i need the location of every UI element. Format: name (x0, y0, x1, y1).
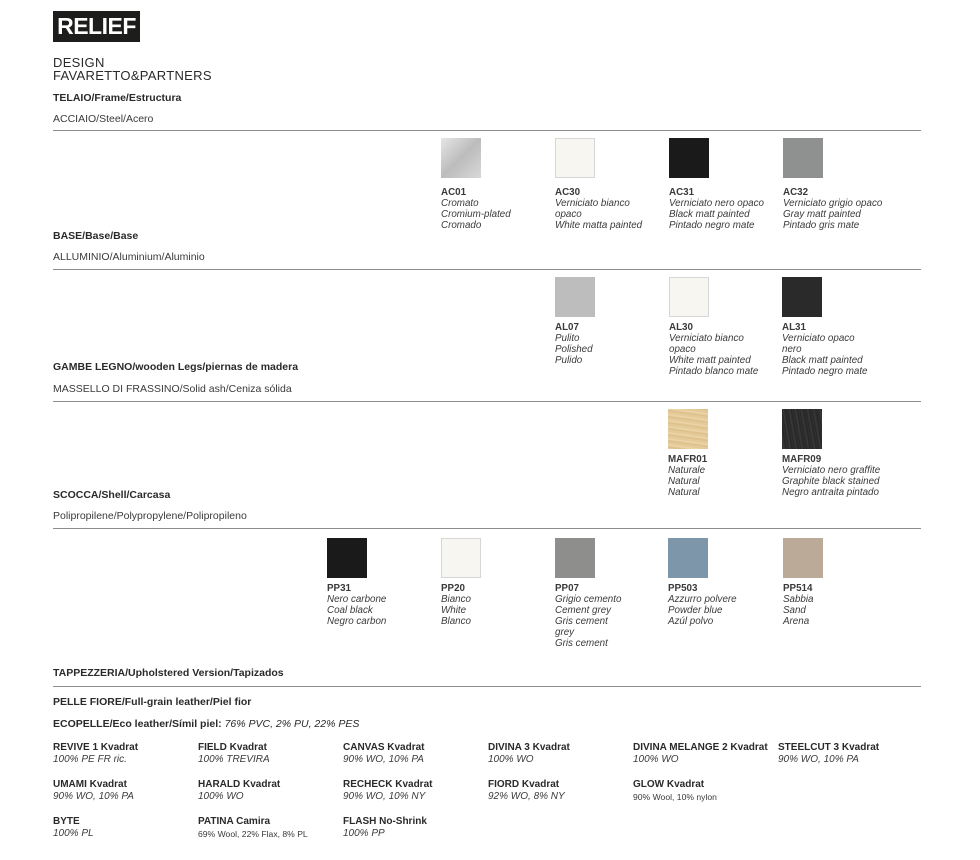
swatch-description: Coal black (327, 605, 373, 616)
swatch-description: Blanco (441, 616, 471, 627)
fabric-item (633, 779, 717, 803)
swatch-label-pp20 (441, 583, 471, 627)
swatch-description: Verniciato opaco (782, 333, 855, 344)
swatch-label-ac32 (783, 187, 882, 231)
fabric-composition: 100% WO (488, 754, 534, 765)
fabric-composition: 100% PP (343, 828, 385, 839)
swatch-description: Natural (668, 487, 700, 498)
swatch-description: grey (555, 627, 575, 638)
fabric-composition: 69% Wool, 22% Flax, 8% PL (198, 829, 308, 839)
swatch-mafr09 (782, 409, 822, 449)
swatch-description: Negro antraita pintado (782, 487, 879, 498)
fabric-item (488, 779, 565, 803)
telaio-subtitle: ACCIAIO/Steel/Acero (53, 113, 154, 125)
swatch-description: Pintado negro mate (669, 220, 755, 231)
swatch-description: Verniciato nero graffite (782, 465, 881, 476)
pelle-label: PELLE FIORE/Full-grain leather/Piel fior (53, 696, 252, 708)
design-label: DESIGN (53, 55, 105, 70)
swatch-description: Gray matt painted (783, 209, 861, 220)
swatch-description: opaco (669, 344, 696, 355)
swatch-code: PP31 (327, 583, 351, 594)
swatch-description: Sand (783, 605, 806, 616)
swatch-ac30 (555, 138, 595, 178)
swatch-description: Verniciato grigio opaco (783, 198, 883, 209)
fabric-item (343, 816, 427, 840)
swatch-description: Pintado negro mate (782, 366, 868, 377)
swatch-label-pp514 (783, 583, 814, 627)
swatch-code: AC31 (669, 187, 695, 198)
swatch-label-al31 (782, 322, 868, 377)
fabric-item (198, 779, 280, 803)
swatch-description: Cement grey (555, 605, 612, 616)
ecopelle-name: ECOPELLE/Eco leather/Símil piel: (53, 718, 222, 730)
fabric-name: PATINA Camira (198, 816, 271, 827)
swatch-label-ac31 (669, 187, 764, 231)
ecopelle-composition: 76% PVC, 2% PU, 22% PES (224, 718, 360, 730)
gambe-title: GAMBE LEGNO/wooden Legs/piernas de madera (53, 361, 299, 373)
swatch-pp514 (783, 538, 823, 578)
swatch-description: Sabbia (783, 594, 814, 605)
fabric-item (343, 779, 432, 803)
designer-name: FAVARETTO&PARTNERS (53, 68, 212, 83)
swatch-code: AC30 (555, 187, 581, 198)
swatch-label-ac01 (441, 187, 511, 231)
divider (53, 269, 921, 270)
swatch-code: AC32 (783, 187, 809, 198)
fabric-item (53, 816, 94, 840)
swatch-description: Verniciato bianco (555, 198, 630, 209)
fabric-name: RECHECK Kvadrat (343, 779, 433, 790)
divider (53, 130, 921, 131)
fabric-item (778, 742, 879, 766)
swatch-description: Negro carbon (327, 616, 387, 627)
divider (53, 401, 921, 402)
swatch-pp07 (555, 538, 595, 578)
fabric-name: DIVINA 3 Kvadrat (488, 742, 570, 753)
swatch-description: Black matt painted (669, 209, 750, 220)
fabric-composition: 92% WO, 8% NY (488, 791, 565, 802)
fabric-name: FIELD Kvadrat (198, 742, 267, 753)
swatch-description: Grigio cemento (555, 594, 622, 605)
fabric-item (53, 779, 134, 803)
swatch-description: Azzurro polvere (668, 594, 737, 605)
swatch-label-al07 (555, 322, 593, 366)
swatch-label-mafr09 (782, 454, 880, 498)
scocca-title: SCOCCA/Shell/Carcasa (53, 489, 171, 501)
swatch-pp503 (668, 538, 708, 578)
swatch-description: opaco (555, 209, 582, 220)
fabric-name: REVIVE 1 Kvadrat (53, 742, 139, 753)
swatch-code: PP20 (441, 583, 465, 594)
swatch-code: AL30 (669, 322, 693, 333)
swatch-pp20 (441, 538, 481, 578)
fabric-name: CANVAS Kvadrat (343, 742, 425, 753)
swatch-description: Verniciato nero opaco (669, 198, 764, 209)
fabric-composition: 100% PL (53, 828, 94, 839)
swatch-label-mafr01 (668, 454, 707, 498)
gambe-subtitle: MASSELLO DI FRASSINO/Solid ash/Ceniza sólida (53, 383, 292, 395)
swatch-description: White (441, 605, 467, 616)
fabric-composition: 90% WO, 10% PA (778, 754, 859, 765)
swatch-al30 (669, 277, 709, 317)
swatch-code: AL07 (555, 322, 579, 333)
swatch-label-al30 (669, 322, 758, 377)
base-title: BASE/Base/Base (53, 230, 139, 242)
swatch-description: Cromium-plated (441, 209, 511, 220)
swatch-code: PP07 (555, 583, 579, 594)
designer-credit (53, 56, 212, 82)
fabric-name: BYTE (53, 816, 80, 827)
swatch-mafr01 (668, 409, 708, 449)
swatch-label-pp31 (327, 583, 386, 627)
fabric-item (198, 742, 270, 766)
swatch-al07 (555, 277, 595, 317)
fabric-name: HARALD Kvadrat (198, 779, 281, 790)
fabric-name: UMAMI Kvadrat (53, 779, 127, 790)
swatch-code: PP503 (668, 583, 698, 594)
swatch-description: Cromado (441, 220, 482, 231)
swatch-description: Cromato (441, 198, 479, 209)
swatch-label-pp07 (555, 583, 621, 649)
swatch-ac32 (783, 138, 823, 178)
upholstery-title: TAPPEZZERIA/Upholstered Version/Tapizados (53, 667, 284, 679)
swatch-description: Arena (783, 616, 810, 627)
swatch-description: Nero carbone (327, 594, 387, 605)
fabric-item (198, 816, 308, 840)
fabric-composition: 90% WO, 10% PA (343, 754, 424, 765)
swatch-description: Polished (555, 344, 593, 355)
fabric-composition: 100% WO (633, 754, 679, 765)
swatch-description: Gris cement (555, 638, 608, 649)
swatch-label-ac30 (555, 187, 642, 231)
swatch-description: Powder blue (668, 605, 723, 616)
brand-logo: RELIEF (53, 11, 140, 42)
ecopelle-label (53, 718, 359, 730)
fabric-composition: 90% WO, 10% NY (343, 791, 426, 802)
swatch-al31 (782, 277, 822, 317)
fabric-name: STEELCUT 3 Kvadrat (778, 742, 880, 753)
swatch-description: Pulito (555, 333, 580, 344)
swatch-description: Pintado blanco mate (669, 366, 759, 377)
fabric-item (633, 742, 768, 766)
base-subtitle: ALLUMINIO/Aluminium/Aluminio (53, 251, 205, 263)
swatch-ac31 (669, 138, 709, 178)
swatch-ac01 (441, 138, 481, 178)
fabric-composition: 90% WO, 10% PA (53, 791, 134, 802)
swatch-description: Natural (668, 476, 700, 487)
fabric-name: FLASH No-Shrink (343, 816, 427, 827)
swatch-description: Gris cement (555, 616, 608, 627)
fabric-composition: 90% Wool, 10% nylon (633, 792, 717, 802)
swatch-description: Azúl polvo (668, 616, 714, 627)
swatch-description: White matta painted (555, 220, 643, 231)
swatch-description: Pulido (555, 355, 583, 366)
fabric-name: GLOW Kvadrat (633, 779, 705, 790)
fabric-composition: 100% TREVIRA (198, 754, 270, 765)
fabric-item (53, 742, 138, 766)
swatch-code: MAFR09 (782, 454, 822, 465)
divider (53, 528, 921, 529)
swatch-code: MAFR01 (668, 454, 708, 465)
swatch-description: Graphite black stained (782, 476, 880, 487)
fabric-composition: 100% WO (198, 791, 244, 802)
swatch-code: PP514 (783, 583, 813, 594)
fabric-name: DIVINA MELANGE 2 Kvadrat (633, 742, 768, 753)
swatch-description: Pintado gris mate (783, 220, 860, 231)
fabric-name: FIORD Kvadrat (488, 779, 560, 790)
swatch-description: Black matt painted (782, 355, 863, 366)
swatch-code: AL31 (782, 322, 806, 333)
swatch-code: AC01 (441, 187, 467, 198)
telaio-title: TELAIO/Frame/Estructura (53, 92, 182, 104)
swatch-description: White matt painted (669, 355, 751, 366)
scocca-subtitle: Polipropilene/Polypropylene/Polipropileno (53, 510, 247, 522)
swatch-description: Naturale (668, 465, 706, 476)
fabric-item (343, 742, 425, 766)
swatch-description: Verniciato bianco (669, 333, 744, 344)
swatch-description: Bianco (441, 594, 471, 605)
swatch-label-pp503 (668, 583, 737, 627)
fabric-composition: 100% PE FR ric. (53, 754, 127, 765)
swatch-pp31 (327, 538, 367, 578)
swatch-description: nero (782, 344, 802, 355)
divider (53, 686, 921, 687)
fabric-item (488, 742, 570, 766)
